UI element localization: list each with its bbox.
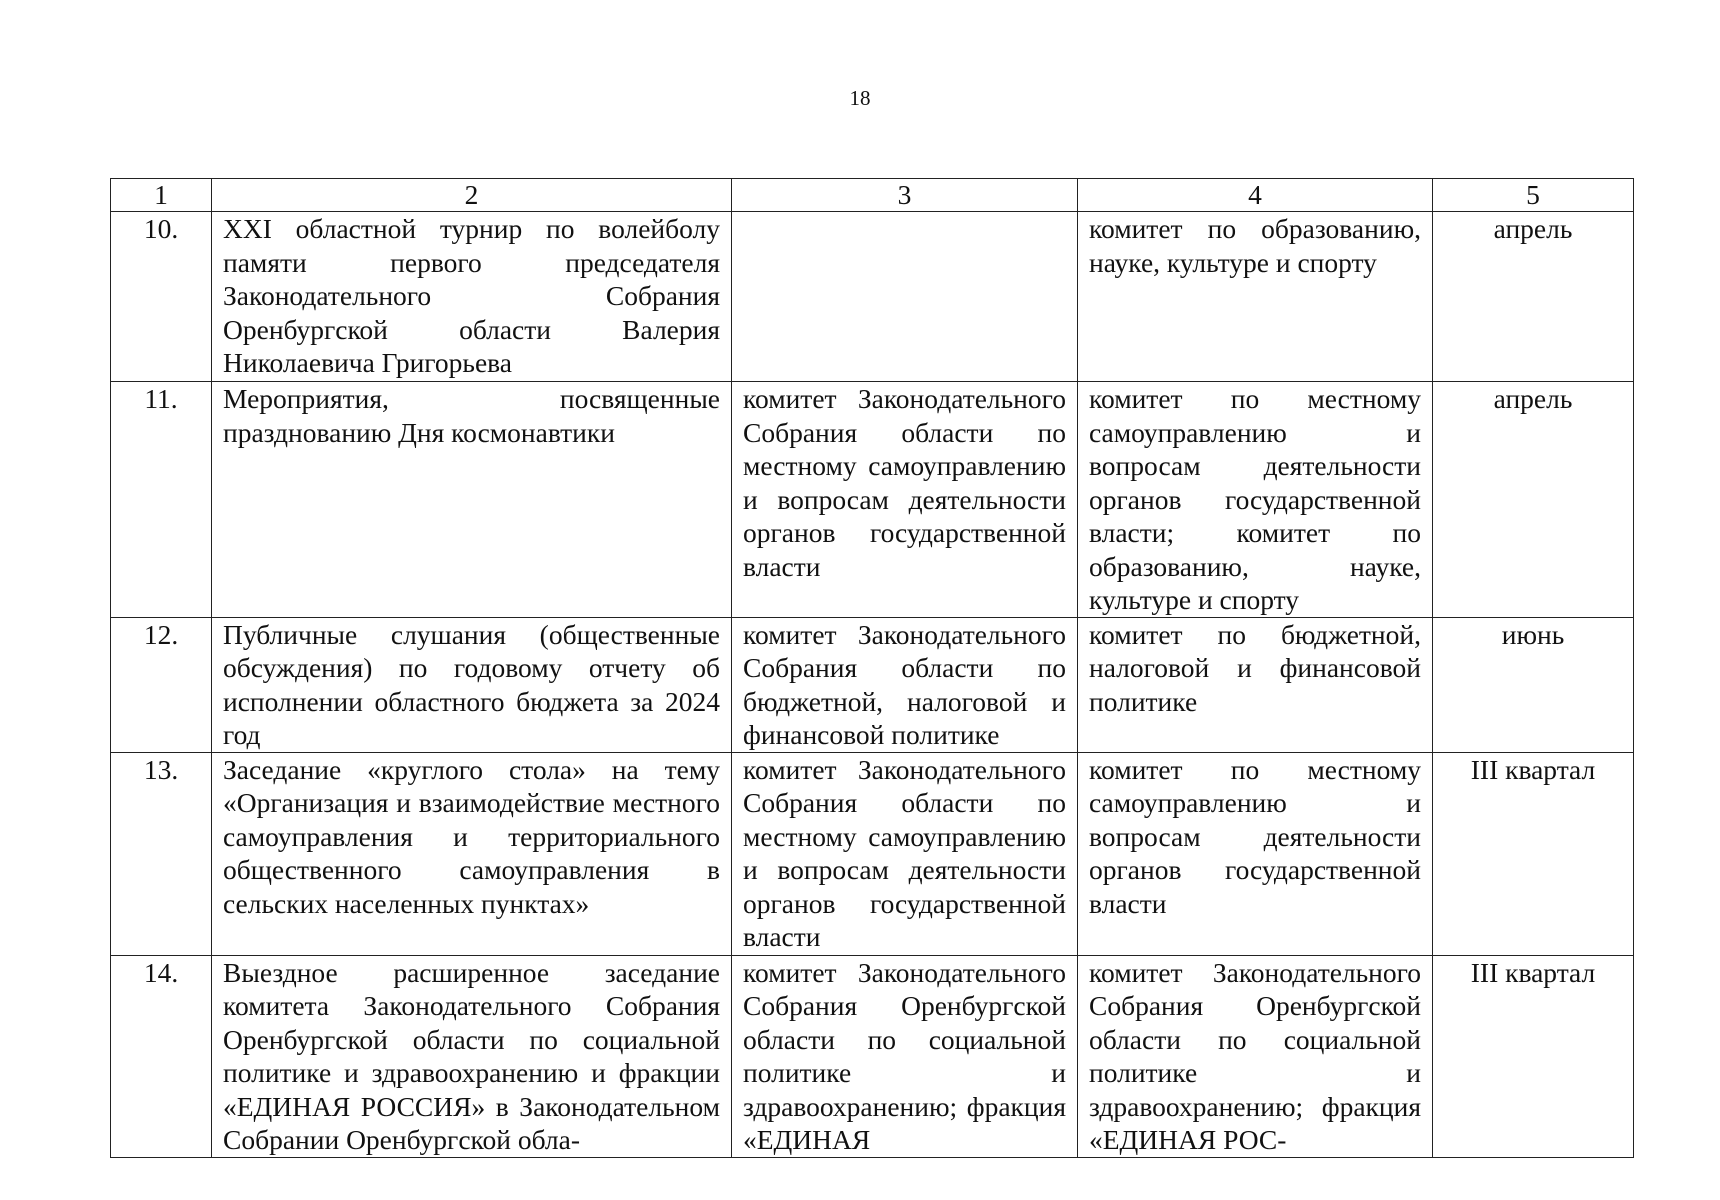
table-row <box>111 617 1634 752</box>
event-cell: Заседание «круглого стола» на тему «Организация и взаимодействие местного самоуправления и территориального общественного самоуправления в сельских населенных пунктах» <box>212 752 732 955</box>
period-cell: апрель <box>1433 212 1634 382</box>
period-cell: июнь <box>1433 617 1634 752</box>
organizer-cell: комитет Законодательного Собрания Оренбургской области по социальной политике и здравоохранению; фракция «ЕДИНАЯ <box>732 955 1078 1157</box>
participants-cell: комитет по образованию, науке, культуре и спорту <box>1078 212 1433 382</box>
table-row <box>111 955 1634 1157</box>
table-row <box>111 212 1634 382</box>
period-cell: III квартал <box>1433 752 1634 955</box>
event-cell: Выездное расширенное заседание комитета Законодательного Собрания Оренбургской области по социальной политике и здравоохранению и фракции «ЕДИНАЯ РОССИЯ» в Законодательном Собрании Оренбургской обла- <box>212 955 732 1157</box>
participants-cell: комитет по местному самоуправлению и вопросам деятельности органов государственной власти <box>1078 752 1433 955</box>
participants-cell: комитет по бюджетной, налоговой и финансовой политике <box>1078 617 1433 752</box>
organizer-cell: комитет Законодательного Собрания области по бюджетной, налоговой и финансовой политике <box>732 617 1078 752</box>
column-number-4: 4 <box>1078 179 1433 212</box>
table-row <box>111 382 1634 618</box>
participants-cell: комитет по местному самоуправлению и вопросам деятельности органов государственной власти; комитет по образованию, науке, культуре и спорту <box>1078 382 1433 618</box>
column-number-row <box>111 179 1634 212</box>
events-table <box>110 178 1634 1158</box>
period-cell: апрель <box>1433 382 1634 618</box>
row-number: 10. <box>111 212 212 382</box>
row-number: 13. <box>111 752 212 955</box>
column-number-1: 1 <box>111 179 212 212</box>
organizer-cell: комитет Законодательного Собрания области по местному самоуправлению и вопросам деятельности органов государственной власти <box>732 752 1078 955</box>
organizer-cell: комитет Законодательного Собрания области по местному самоуправлению и вопросам деятельности органов государственной власти <box>732 382 1078 618</box>
row-number: 11. <box>111 382 212 618</box>
column-number-3: 3 <box>732 179 1078 212</box>
event-cell: XXI областной турнир по волейболу памяти первого председателя Законодательного Собрания Оренбургской области Валерия Николаевича Григорьева <box>212 212 732 382</box>
row-number: 12. <box>111 617 212 752</box>
column-number-2: 2 <box>212 179 732 212</box>
organizer-cell <box>732 212 1078 382</box>
event-cell: Публичные слушания (общественные обсуждения) по годовому отчету об исполнении областного бюджета за 2024 год <box>212 617 732 752</box>
row-number: 14. <box>111 955 212 1157</box>
table-row <box>111 752 1634 955</box>
page-number: 18 <box>849 86 871 110</box>
participants-cell: комитет Законодательного Собрания Оренбургской области по социальной политике и здравоохранению; фракция «ЕДИНАЯ РОС- <box>1078 955 1433 1157</box>
period-cell: III квартал <box>1433 955 1634 1157</box>
event-cell: Мероприятия, посвященные празднованию Дня космонавтики <box>212 382 732 618</box>
column-number-5: 5 <box>1433 179 1634 212</box>
